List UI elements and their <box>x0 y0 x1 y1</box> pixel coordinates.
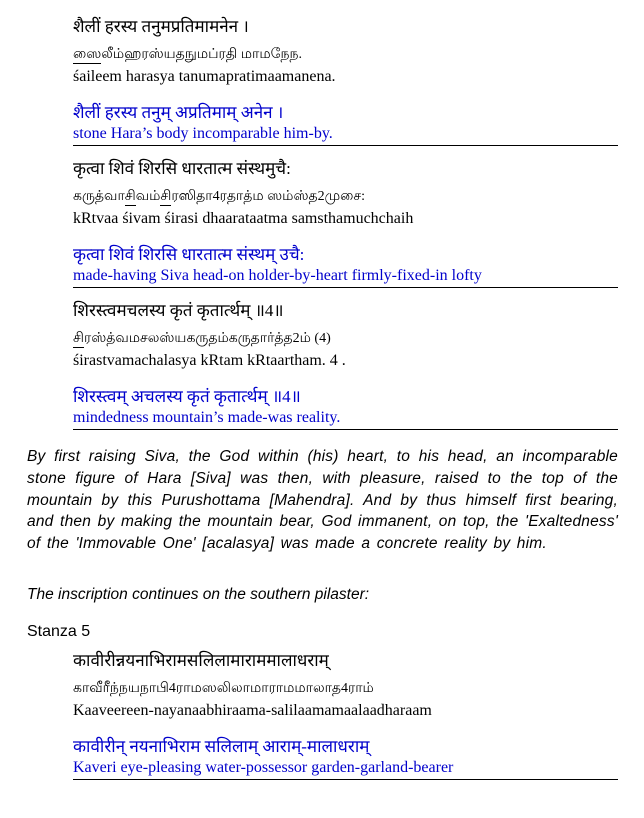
word-gloss-block <box>73 384 618 430</box>
gloss-english-line: Kaveri eye-pleasing water-possessor garden-garland-bearer <box>73 758 454 776</box>
gloss-devanagari-line: शिरस्त्वम् अचलस्य कृतं कृतार्त्थम् ॥4॥ <box>73 387 301 406</box>
devanagari-line: शिरस्त्वमचलस्य कृतं कृतार्त्थम् ॥4॥ <box>73 301 284 320</box>
devanagari-line: कृत्वा शिवं शिरसि धारतात्म संस्थमुचै: <box>73 159 291 178</box>
stanza4-verse-block <box>73 14 618 430</box>
gloss-english-line: mindedness mountain’s made-was reality. <box>73 409 341 426</box>
gloss-english-line: made-having Siva head-on holder-by-heart firmly-fixed-in lofty <box>73 267 482 284</box>
transliteration-line: Kaaveereen-nayanaabhiraama-salilaamamaalaadharaam <box>73 701 432 719</box>
gloss-devanagari-line: कृत्वा शिवं शिरसि धारतात्म संस्थम् उचै: <box>73 245 305 264</box>
transliteration-line: śaileem harasya tanumapratimaamanena. <box>73 68 336 85</box>
devanagari-line: शैलीं हरस्य तनुमप्रतिमामनेन । <box>73 17 249 36</box>
transliteration-line: śirastvamachalasya kRtam kRtaartham. 4 . <box>73 352 346 369</box>
tamil-line: ஸைலீம்ஹரஸ்யதநுமப்ரதி மாமநேந. <box>73 47 302 62</box>
stanza5-heading: Stanza 5 <box>27 622 91 640</box>
tamil-line: கருத்வாசிவம்சிரஸிதா4ரதாத்ம ஸம்ஸ்த2முசை: <box>73 189 366 204</box>
stanza4-pada-3 <box>73 298 618 430</box>
stanza4-translation-paragraph: By first raising Siva, the God within (his) heart, to his head, an incomparable stone figure of Hara [Siva] was then, with pleasure, raised to the top of the mountain by this Purushottama [Mahendra]. And by thus himself first bearing, and then by making the mountain bear, God immanent, on top, the 'Exaltedness' of the 'Immovable One' [acalasya] was made a concrete reality by him. <box>27 448 618 553</box>
stanza5-pada-1 <box>73 648 618 780</box>
continuation-note: The inscription continues on the southern pilaster: <box>27 585 370 603</box>
word-gloss-block <box>73 242 618 288</box>
devanagari-line: कावीरीन्नयनाभिरामसलिलामाराममालाधराम् <box>73 650 329 670</box>
gloss-devanagari-line: कावीरीन् नयनाभिराम सलिलाम् आराम्-मालाधराम् <box>73 736 370 756</box>
tamil-line: சிரஸ்த்வமசலஸ்யகருதம்கருதார்த்த2ம் (4) <box>73 331 331 346</box>
stanza5-verse-block <box>73 648 618 780</box>
tamil-line: காவீரீந்நயநாபி4ராமஸலிலாமாராமமாலாத4ராம் <box>73 680 374 696</box>
gloss-devanagari-line: शैलीं हरस्य तनुम् अप्रतिमाम् अनेन । <box>73 103 284 122</box>
gloss-english-line: stone Hara’s body incomparable him-by. <box>73 125 333 142</box>
stanza4-pada-1 <box>73 14 618 146</box>
stanza4-pada-2 <box>73 156 618 288</box>
transliteration-line: kRtvaa śivam śirasi dhaarataatma samsthamuchchaih <box>73 210 414 227</box>
word-gloss-block <box>73 734 618 780</box>
word-gloss-block <box>73 100 618 146</box>
